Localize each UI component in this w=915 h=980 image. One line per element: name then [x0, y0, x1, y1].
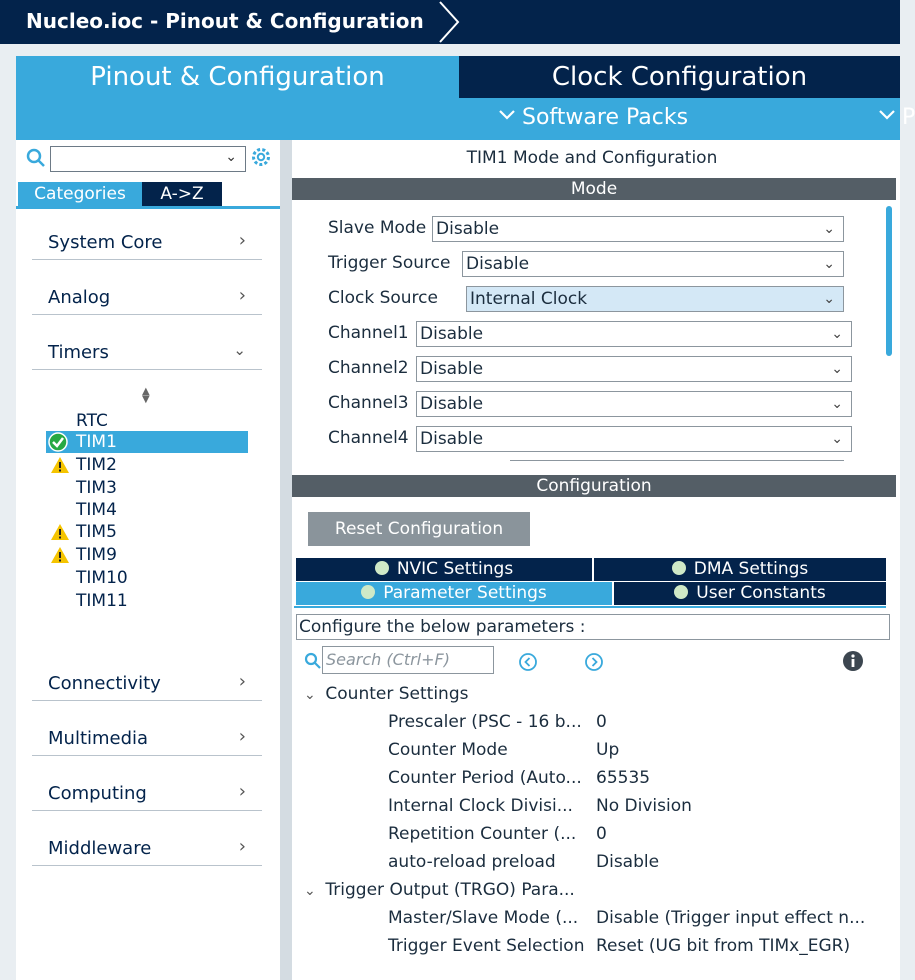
timer-item-tim10[interactable] — [46, 567, 248, 589]
category-label: Computing — [48, 783, 147, 804]
trigger-source-select[interactable] — [462, 251, 844, 277]
tab-clock-configuration[interactable]: Clock Configuration — [459, 56, 900, 98]
group-counter-settings[interactable] — [304, 684, 468, 704]
param-key: Trigger Event Selection — [388, 936, 585, 956]
software-packs-menu[interactable] — [498, 105, 688, 130]
timer-label: TIM3 — [76, 478, 117, 498]
search-icon — [26, 148, 46, 168]
timer-item-tim1[interactable] — [46, 431, 248, 453]
field-label: Channel3 — [328, 393, 409, 413]
timer-label: TIM5 — [76, 522, 117, 542]
select-value: Disable — [420, 324, 484, 344]
param-value: 0 — [596, 824, 607, 844]
tab-pinout-configuration[interactable]: Pinout & Configuration — [16, 56, 459, 98]
tab-nvic-settings[interactable] — [296, 558, 592, 581]
select-value: Disable — [420, 394, 484, 414]
channel3-select[interactable] — [416, 391, 852, 417]
next-match-icon[interactable] — [584, 652, 604, 672]
next-field-edge — [510, 460, 844, 462]
check-circle-icon — [375, 561, 389, 575]
chevron-right-icon: › — [238, 836, 246, 857]
title-bar — [0, 0, 900, 44]
select-value: Disable — [420, 359, 484, 379]
category-computing[interactable] — [32, 777, 262, 811]
param-value: Disable (Trigger input effect n... — [596, 908, 866, 928]
previous-match-icon[interactable] — [518, 652, 538, 672]
param-key: Counter Period (Auto... — [388, 768, 582, 788]
timer-item-rtc[interactable] — [46, 410, 248, 432]
select-value: Disable — [420, 429, 484, 449]
param-key: Master/Slave Mode (... — [388, 908, 579, 928]
sort-icon[interactable]: ▲ ▼ — [142, 386, 150, 405]
category-search-input[interactable] — [50, 146, 246, 172]
field-label: Channel2 — [328, 358, 409, 378]
window-title: Nucleo.ioc - Pinout & Configuration — [26, 9, 424, 33]
param-value: Disable — [596, 852, 660, 872]
timer-label: RTC — [76, 411, 108, 431]
category-label: Middleware — [48, 838, 152, 859]
category-multimedia[interactable] — [32, 722, 262, 756]
field-label: Clock Source — [328, 288, 438, 308]
tab-dma-settings[interactable] — [594, 558, 886, 581]
chevron-right-icon: › — [238, 285, 246, 306]
info-icon[interactable] — [842, 650, 864, 672]
channel2-select[interactable] — [416, 356, 852, 382]
panel-title: TIM1 Mode and Configuration — [466, 148, 718, 168]
timer-label: TIM11 — [76, 591, 128, 611]
tab-a-z[interactable]: A->Z — [142, 182, 222, 206]
tab-label: DMA Settings — [693, 559, 809, 579]
chevron-down-icon: ⌄ — [823, 221, 835, 237]
timer-item-tim3[interactable] — [46, 477, 248, 499]
channel1-select[interactable] — [416, 321, 852, 347]
chevron-right-icon: › — [238, 230, 246, 251]
tab-underline — [294, 606, 886, 608]
check-circle-icon — [674, 585, 688, 599]
timer-label: TIM10 — [76, 568, 128, 588]
category-label: Connectivity — [48, 673, 161, 694]
group-label: Counter Settings — [325, 684, 469, 704]
param-key: Prescaler (PSC - 16 b... — [388, 712, 582, 732]
tab-label: User Constants — [696, 583, 826, 603]
select-value: Disable — [436, 219, 500, 239]
timer-item-tim5[interactable] — [46, 521, 248, 543]
field-label: Channel1 — [328, 323, 409, 343]
mode-section-header: Mode — [292, 178, 896, 200]
channel4-select[interactable] — [416, 426, 852, 452]
field-label: Trigger Source — [328, 253, 451, 273]
pinout-menu[interactable] — [878, 105, 915, 130]
pinout-menu-label: P — [902, 105, 915, 130]
param-value: 0 — [596, 712, 607, 732]
chevron-down-icon: ⌄ — [823, 291, 835, 307]
check-circle-icon — [361, 585, 375, 599]
tab-label: NVIC Settings — [396, 559, 514, 579]
chevron-down-icon — [498, 108, 516, 122]
search-icon — [304, 652, 322, 670]
chevron-down-icon: ⌄ — [831, 396, 843, 412]
select-value: Disable — [466, 254, 530, 274]
tab-user-constants[interactable] — [614, 582, 886, 605]
panel-splitter[interactable] — [280, 140, 292, 980]
category-timers[interactable] — [32, 336, 262, 370]
param-key: Internal Clock Divisi... — [388, 796, 573, 816]
parameter-search-input[interactable]: Search (Ctrl+F) — [322, 646, 494, 674]
check-circle-icon — [672, 561, 686, 575]
param-key: Counter Mode — [388, 740, 508, 760]
param-value: 65535 — [596, 768, 651, 788]
mode-configuration-panel — [292, 140, 900, 980]
chevron-down-icon: ⌄ — [233, 341, 246, 359]
parameters-hint: Configure the below parameters : — [296, 614, 890, 640]
timer-label: TIM9 — [76, 545, 117, 565]
timer-label: TIM1 — [76, 432, 117, 452]
chevron-right-icon: › — [238, 781, 246, 802]
chevron-down-icon: ⌄ — [831, 326, 843, 342]
param-value: Reset (UG bit from TIMx_EGR) — [596, 936, 851, 956]
category-middleware[interactable] — [32, 832, 262, 866]
category-analog[interactable] — [32, 281, 262, 315]
chevron-down-icon: ⌄ — [304, 687, 316, 703]
chevron-down-icon[interactable]: ⌄ — [225, 149, 237, 165]
chevron-right-icon: › — [238, 726, 246, 747]
check-circle-icon — [48, 432, 68, 452]
slave-mode-select[interactable] — [432, 216, 844, 242]
tab-underline — [16, 206, 280, 209]
category-label: Timers — [48, 342, 109, 363]
category-label: System Core — [48, 232, 163, 253]
group-label: Trigger Output (TRGO) Para... — [325, 880, 575, 900]
timer-label: TIM4 — [76, 500, 117, 520]
chevron-down-icon — [878, 108, 896, 122]
field-label: Slave Mode — [328, 218, 427, 238]
category-system-core[interactable] — [32, 226, 262, 260]
warning-icon — [50, 456, 70, 474]
warning-icon — [50, 523, 70, 541]
param-value: No Division — [596, 796, 692, 816]
param-key: Repetition Counter (... — [388, 824, 577, 844]
timer-label: TIM2 — [76, 455, 117, 475]
category-label: Analog — [48, 287, 111, 308]
field-label: Channel4 — [328, 428, 409, 448]
chevron-down-icon: ⌄ — [823, 256, 835, 272]
gear-icon[interactable] — [250, 146, 272, 168]
tab-parameter-settings[interactable] — [296, 582, 612, 605]
timer-item-tim11[interactable] — [46, 590, 248, 612]
sub-menu-bar — [16, 98, 915, 140]
param-key: auto-reload preload — [388, 852, 556, 872]
warning-icon — [50, 546, 70, 564]
timer-item-tim9[interactable] — [46, 544, 248, 566]
param-value: Up — [596, 740, 620, 760]
chevron-right-icon: › — [238, 671, 246, 692]
chevron-down-icon: ⌄ — [831, 431, 843, 447]
select-value: Internal Clock — [470, 289, 588, 309]
category-label: Multimedia — [48, 728, 149, 749]
configuration-section-header: Configuration — [292, 475, 896, 497]
mode-scrollbar[interactable] — [886, 206, 892, 356]
reset-configuration-button[interactable]: Reset Configuration — [308, 512, 530, 546]
timer-item-tim4[interactable] — [46, 499, 248, 521]
software-packs-label: Software Packs — [522, 105, 689, 130]
chevron-down-icon: ⌄ — [831, 361, 843, 377]
group-trigger-output[interactable] — [304, 880, 575, 900]
chevron-down-icon: ⌄ — [304, 883, 316, 899]
tab-label: Parameter Settings — [383, 583, 547, 603]
categories-panel — [16, 140, 280, 980]
tab-categories[interactable]: Categories — [18, 182, 142, 206]
clock-source-select[interactable] — [466, 286, 844, 312]
timer-item-tim2[interactable] — [46, 454, 248, 476]
breadcrumb-chevron-icon — [438, 0, 462, 44]
category-connectivity[interactable] — [32, 667, 262, 701]
